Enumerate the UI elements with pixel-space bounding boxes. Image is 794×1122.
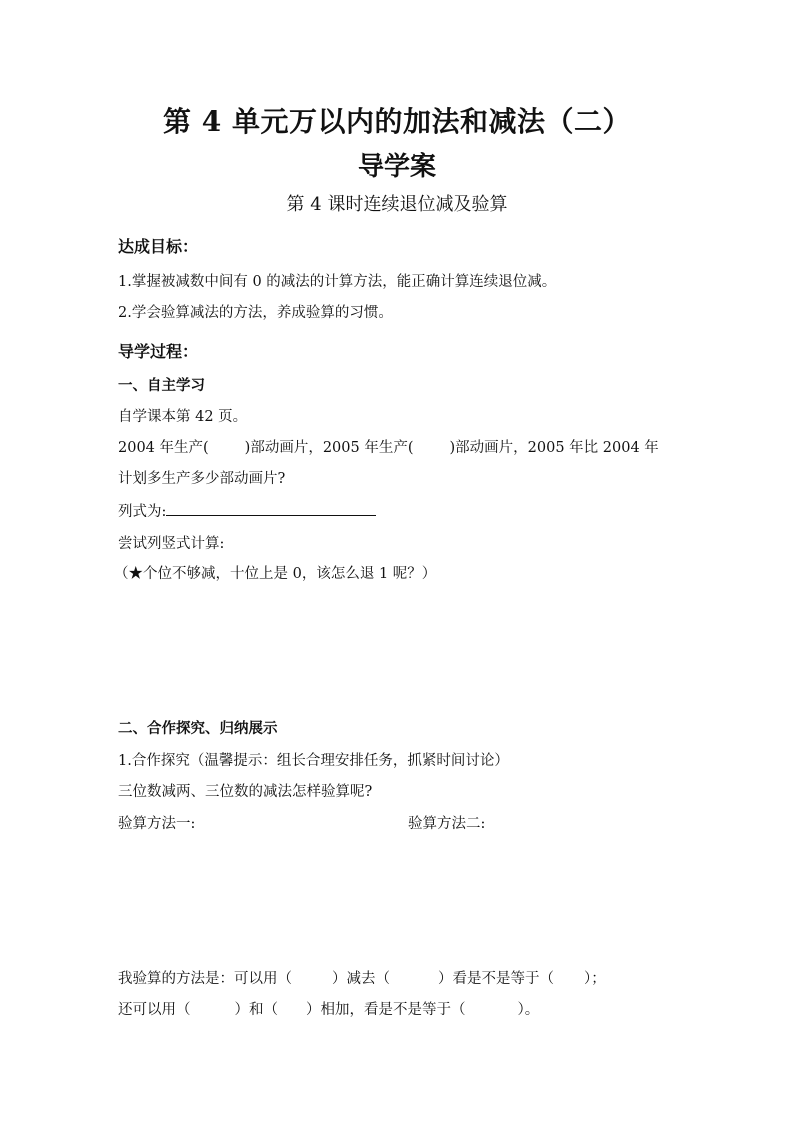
question-part-2: )部动画片，2005 年生产( [244,440,414,456]
method1-label: 验算方法一: [118,816,196,832]
lesson-title: 第 4 课时连续退位减及验算 [286,194,508,215]
process-heading: 导学过程： [118,342,199,361]
self-study-text: 自学课本第 42 页。 [118,409,248,425]
summary-line-2 [118,998,539,1019]
summary-1-part-d: ）； [584,971,606,987]
goal-item-1: 1.掌握被减数中间有 0 的减法的计算方法，能正确计算连续退位减。 [118,274,557,290]
hint-text: （★个位不够减，十位上是 0，该怎么退 1 呢？） [114,566,437,582]
method2-label: 验算方法二: [408,816,486,832]
question-line-2: 计划多生产多少部动画片? [118,471,286,487]
section2-heading: 二、合作探究、归纳展示 [118,721,278,737]
goal-item-2: 2.学会验算减法的方法，养成验算的习惯。 [118,305,393,321]
question-part-3: )部动画片，2005 年比 2004 年 [449,440,659,456]
question-text: 三位数减两、三位数的减法怎样验算呢? [118,784,373,800]
vertical-calc-label: 尝试列竖式计算: [118,536,225,552]
formula-line [118,500,376,521]
summary-1-part-c: ）看是不是等于（ [438,971,554,987]
summary-line-1 [118,967,606,988]
explore-text: 1.合作探究（温馨提示：组长合理安排任务，抓紧时间讨论） [118,753,509,769]
summary-2-part-c: ）相加，看是不是等于（ [306,1002,466,1018]
summary-2-part-b: ）和（ [234,1002,278,1018]
section1-heading: 一、自主学习 [118,378,205,394]
summary-2-part-a: 还可以用（ [118,1002,191,1018]
worksheet-subtitle: 导学案 [357,152,436,182]
formula-answer-line[interactable] [166,501,376,516]
unit-title: 第 4 单元万以内的加法和减法（二） [163,105,631,138]
summary-1-part-a: 我验算的方法是：可以用（ [118,971,292,987]
summary-1-part-b: ）减去（ [332,971,390,987]
goals-heading: 达成目标： [118,237,199,256]
question-part-1: 2004 年生产( [118,440,209,456]
question-line-1 [118,436,659,457]
formula-label: 列式为: [118,504,167,520]
summary-2-part-d: ）。 [517,1002,540,1018]
